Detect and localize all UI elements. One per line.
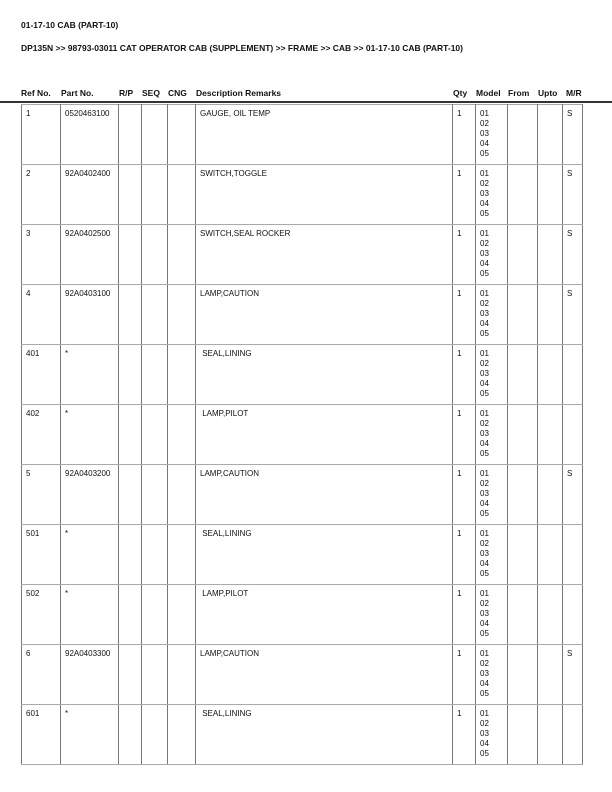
cell-ref-no: 2 xyxy=(22,165,61,225)
cell-model: 01 02 03 04 05 xyxy=(476,465,508,525)
column-header-cng: CNG xyxy=(168,88,187,98)
cell-cng xyxy=(168,225,196,285)
cell-rp xyxy=(119,645,142,705)
cell-seq xyxy=(142,405,168,465)
cell-seq xyxy=(142,645,168,705)
cell-seq xyxy=(142,465,168,525)
cell-upto xyxy=(538,525,563,585)
cell-model: 01 02 03 04 05 xyxy=(476,345,508,405)
cell-qty: 1 xyxy=(453,105,476,165)
cell-qty: 1 xyxy=(453,285,476,345)
cell-model: 01 02 03 04 05 xyxy=(476,225,508,285)
breadcrumb: DP135N >> 98793-03011 CAT OPERATOR CAB (SUPPLEMENT) >> FRAME >> CAB >> 01-17-10 CAB (PART-10) xyxy=(21,43,463,53)
cell-description: LAMP,PILOT xyxy=(196,585,453,645)
cell-from xyxy=(508,285,538,345)
cell-qty: 1 xyxy=(453,465,476,525)
cell-cng xyxy=(168,465,196,525)
cell-part-no: * xyxy=(61,345,119,405)
cell-part-no: 92A0402500 xyxy=(61,225,119,285)
cell-cng xyxy=(168,345,196,405)
cell-mr: S xyxy=(563,465,583,525)
cell-model: 01 02 03 04 05 xyxy=(476,105,508,165)
cell-part-no: * xyxy=(61,585,119,645)
cell-qty: 1 xyxy=(453,645,476,705)
cell-upto xyxy=(538,705,563,765)
cell-ref-no: 601 xyxy=(22,705,61,765)
cell-seq xyxy=(142,525,168,585)
cell-upto xyxy=(538,225,563,285)
cell-upto xyxy=(538,465,563,525)
cell-from xyxy=(508,645,538,705)
cell-rp xyxy=(119,705,142,765)
cell-seq xyxy=(142,165,168,225)
cell-mr: S xyxy=(563,645,583,705)
cell-mr xyxy=(563,525,583,585)
cell-mr: S xyxy=(563,105,583,165)
cell-model: 01 02 03 04 05 xyxy=(476,285,508,345)
cell-mr: S xyxy=(563,165,583,225)
cell-cng xyxy=(168,705,196,765)
cell-description: LAMP,PILOT xyxy=(196,405,453,465)
cell-qty: 1 xyxy=(453,585,476,645)
cell-ref-no: 3 xyxy=(22,225,61,285)
cell-description: LAMP,CAUTION xyxy=(196,645,453,705)
cell-description: SWITCH,TOGGLE xyxy=(196,165,453,225)
cell-part-no: * xyxy=(61,405,119,465)
column-header-from: From xyxy=(508,88,530,98)
cell-cng xyxy=(168,405,196,465)
cell-ref-no: 501 xyxy=(22,525,61,585)
cell-upto xyxy=(538,585,563,645)
table-row xyxy=(22,465,583,525)
column-header-mr: M/R xyxy=(566,88,582,98)
cell-model: 01 02 03 04 05 xyxy=(476,705,508,765)
column-header-qty: Qty xyxy=(453,88,468,98)
cell-rp xyxy=(119,525,142,585)
cell-mr xyxy=(563,585,583,645)
cell-seq xyxy=(142,225,168,285)
table-row xyxy=(22,345,583,405)
cell-from xyxy=(508,405,538,465)
cell-ref-no: 4 xyxy=(22,285,61,345)
column-header-seq: SEQ xyxy=(142,88,160,98)
cell-from xyxy=(508,465,538,525)
column-header-ref-no: Ref No. xyxy=(21,88,51,98)
table-row xyxy=(22,165,583,225)
cell-qty: 1 xyxy=(453,165,476,225)
cell-upto xyxy=(538,105,563,165)
cell-description: SEAL,LINING xyxy=(196,345,453,405)
parts-table xyxy=(21,104,583,765)
cell-rp xyxy=(119,345,142,405)
cell-cng xyxy=(168,105,196,165)
table-row xyxy=(22,645,583,705)
cell-seq xyxy=(142,705,168,765)
cell-ref-no: 402 xyxy=(22,405,61,465)
cell-seq xyxy=(142,285,168,345)
cell-upto xyxy=(538,645,563,705)
cell-rp xyxy=(119,225,142,285)
cell-cng xyxy=(168,165,196,225)
cell-cng xyxy=(168,585,196,645)
cell-qty: 1 xyxy=(453,525,476,585)
cell-upto xyxy=(538,405,563,465)
cell-rp xyxy=(119,105,142,165)
cell-ref-no: 1 xyxy=(22,105,61,165)
cell-model: 01 02 03 04 05 xyxy=(476,405,508,465)
cell-part-no: 92A0403200 xyxy=(61,465,119,525)
cell-ref-no: 6 xyxy=(22,645,61,705)
cell-mr xyxy=(563,345,583,405)
cell-from xyxy=(508,705,538,765)
cell-rp xyxy=(119,165,142,225)
cell-rp xyxy=(119,465,142,525)
cell-description: SWITCH,SEAL ROCKER xyxy=(196,225,453,285)
cell-cng xyxy=(168,525,196,585)
cell-description: GAUGE, OIL TEMP xyxy=(196,105,453,165)
cell-upto xyxy=(538,345,563,405)
cell-part-no: 0520463100 xyxy=(61,105,119,165)
cell-from xyxy=(508,345,538,405)
cell-description: SEAL,LINING xyxy=(196,525,453,585)
cell-part-no: 92A0403100 xyxy=(61,285,119,345)
cell-description: SEAL,LINING xyxy=(196,705,453,765)
cell-cng xyxy=(168,285,196,345)
cell-ref-no: 401 xyxy=(22,345,61,405)
cell-ref-no: 502 xyxy=(22,585,61,645)
cell-mr xyxy=(563,405,583,465)
header-divider xyxy=(0,101,612,103)
cell-part-no: * xyxy=(61,525,119,585)
cell-part-no: 92A0402400 xyxy=(61,165,119,225)
column-header-part-no: Part No. xyxy=(61,88,94,98)
table-row xyxy=(22,525,583,585)
cell-mr xyxy=(563,705,583,765)
cell-description: LAMP,CAUTION xyxy=(196,285,453,345)
column-header-model: Model xyxy=(476,88,501,98)
cell-mr: S xyxy=(563,285,583,345)
column-header-description: Description Remarks xyxy=(196,88,282,98)
cell-qty: 1 xyxy=(453,225,476,285)
cell-rp xyxy=(119,585,142,645)
cell-description: LAMP,CAUTION xyxy=(196,465,453,525)
page-title: 01-17-10 CAB (PART-10) xyxy=(21,20,119,30)
column-header-upto: Upto xyxy=(538,88,558,98)
cell-seq xyxy=(142,345,168,405)
cell-model: 01 02 03 04 05 xyxy=(476,165,508,225)
column-header-rp: R/P xyxy=(119,88,134,98)
cell-seq xyxy=(142,105,168,165)
table-row xyxy=(22,705,583,765)
table-row xyxy=(22,105,583,165)
cell-qty: 1 xyxy=(453,405,476,465)
table-row xyxy=(22,285,583,345)
cell-qty: 1 xyxy=(453,345,476,405)
cell-part-no: 92A0403300 xyxy=(61,645,119,705)
cell-from xyxy=(508,525,538,585)
cell-model: 01 02 03 04 05 xyxy=(476,525,508,585)
cell-qty: 1 xyxy=(453,705,476,765)
table-row xyxy=(22,585,583,645)
table-row xyxy=(22,405,583,465)
cell-part-no: * xyxy=(61,705,119,765)
cell-rp xyxy=(119,285,142,345)
table-row xyxy=(22,225,583,285)
cell-upto xyxy=(538,285,563,345)
cell-ref-no: 5 xyxy=(22,465,61,525)
cell-from xyxy=(508,165,538,225)
cell-model: 01 02 03 04 05 xyxy=(476,645,508,705)
cell-upto xyxy=(538,165,563,225)
cell-seq xyxy=(142,585,168,645)
cell-from xyxy=(508,225,538,285)
cell-mr: S xyxy=(563,225,583,285)
cell-from xyxy=(508,105,538,165)
cell-rp xyxy=(119,405,142,465)
cell-from xyxy=(508,585,538,645)
cell-cng xyxy=(168,645,196,705)
cell-model: 01 02 03 04 05 xyxy=(476,585,508,645)
